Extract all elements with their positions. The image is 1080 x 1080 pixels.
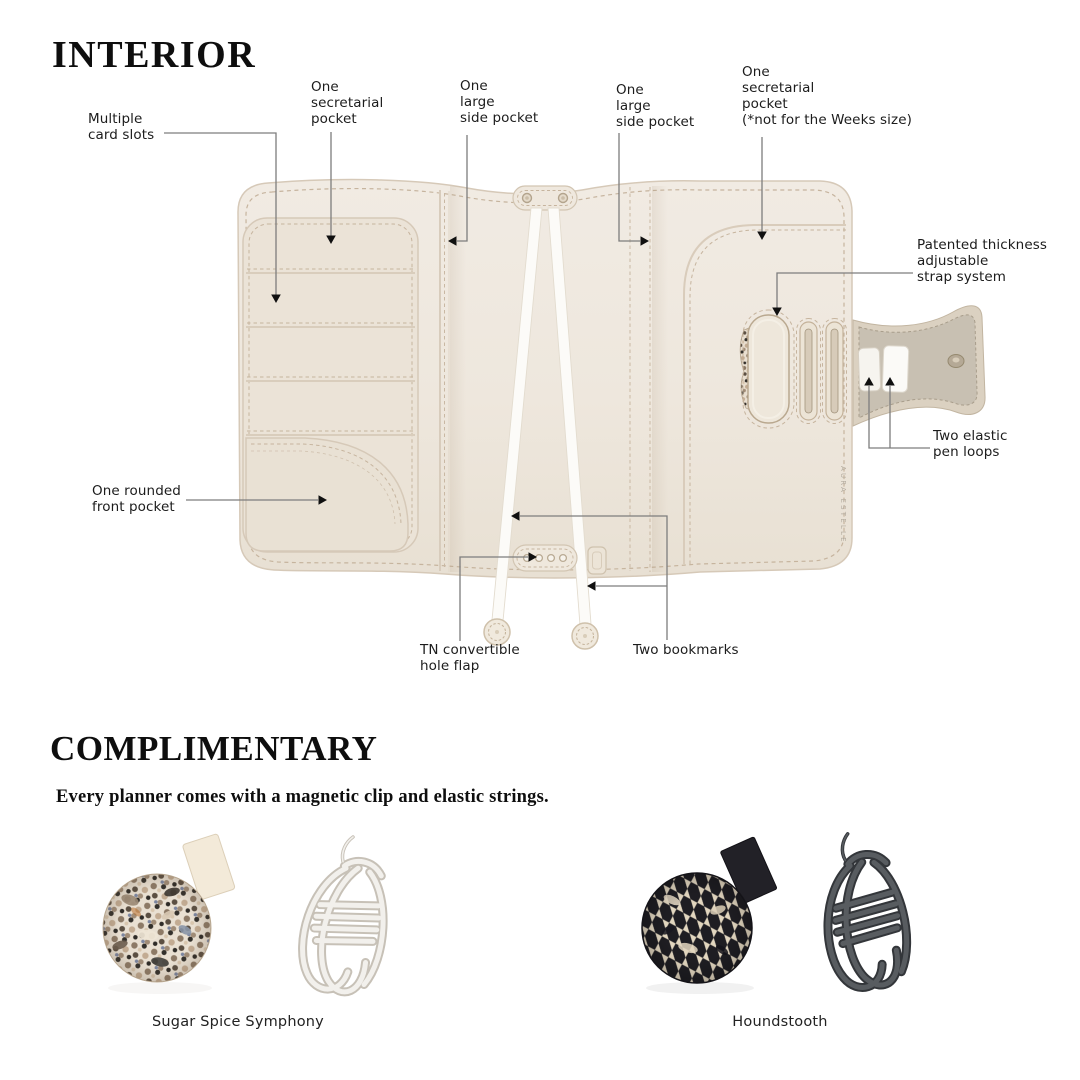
label-pen-loops: Two elastic pen loops: [933, 428, 1008, 460]
complimentary-subtitle: Every planner comes with a magnetic clip and elastic strings.: [56, 787, 549, 807]
label-secretarial-pocket-2: One secretarial pocket (*not for the Weeks size): [742, 64, 912, 128]
magnetic-clip-houndstooth: [642, 837, 777, 994]
strap-slot-narrow-1: [797, 319, 821, 424]
planner-interior-illustration: [238, 180, 985, 649]
label-strap-system: Patented thickness adjustable strap system: [917, 237, 1047, 285]
strap-flap: [853, 306, 985, 426]
card-slots-panel: [243, 218, 418, 552]
bookmark-disc-right: [572, 623, 598, 649]
tn-hole-flap: [513, 545, 577, 571]
label-secretarial-pocket-1: One secretarial pocket: [311, 79, 384, 127]
item-label-houndstooth: Houndstooth: [732, 1014, 828, 1030]
complimentary-section-title: COMPLIMENTARY: [50, 729, 378, 768]
elastic-string-white: [296, 832, 397, 997]
magnetic-clip-sugar-spice: [103, 833, 235, 994]
strap-slot-narrow-2: [823, 319, 847, 424]
label-front-pocket: One rounded front pocket: [92, 483, 181, 515]
label-hole-flap: TN convertible hole flap: [420, 642, 520, 674]
elastic-string-dark: [815, 828, 914, 992]
label-card-slots: Multiple card slots: [88, 111, 155, 143]
label-side-pocket-2: One large side pocket: [616, 82, 695, 130]
elastic-buckle-tab: [588, 547, 606, 574]
item-label-sugar-spice: Sugar Spice Symphony: [152, 1014, 324, 1030]
complimentary-items: [103, 828, 913, 997]
label-side-pocket-1: One large side pocket: [460, 78, 539, 126]
interior-section-title: INTERIOR: [52, 34, 257, 76]
ribbon-attachment-tab: [513, 186, 577, 210]
label-bookmarks: Two bookmarks: [633, 642, 739, 658]
brand-embossing: AURA ESTELLE: [839, 466, 847, 544]
